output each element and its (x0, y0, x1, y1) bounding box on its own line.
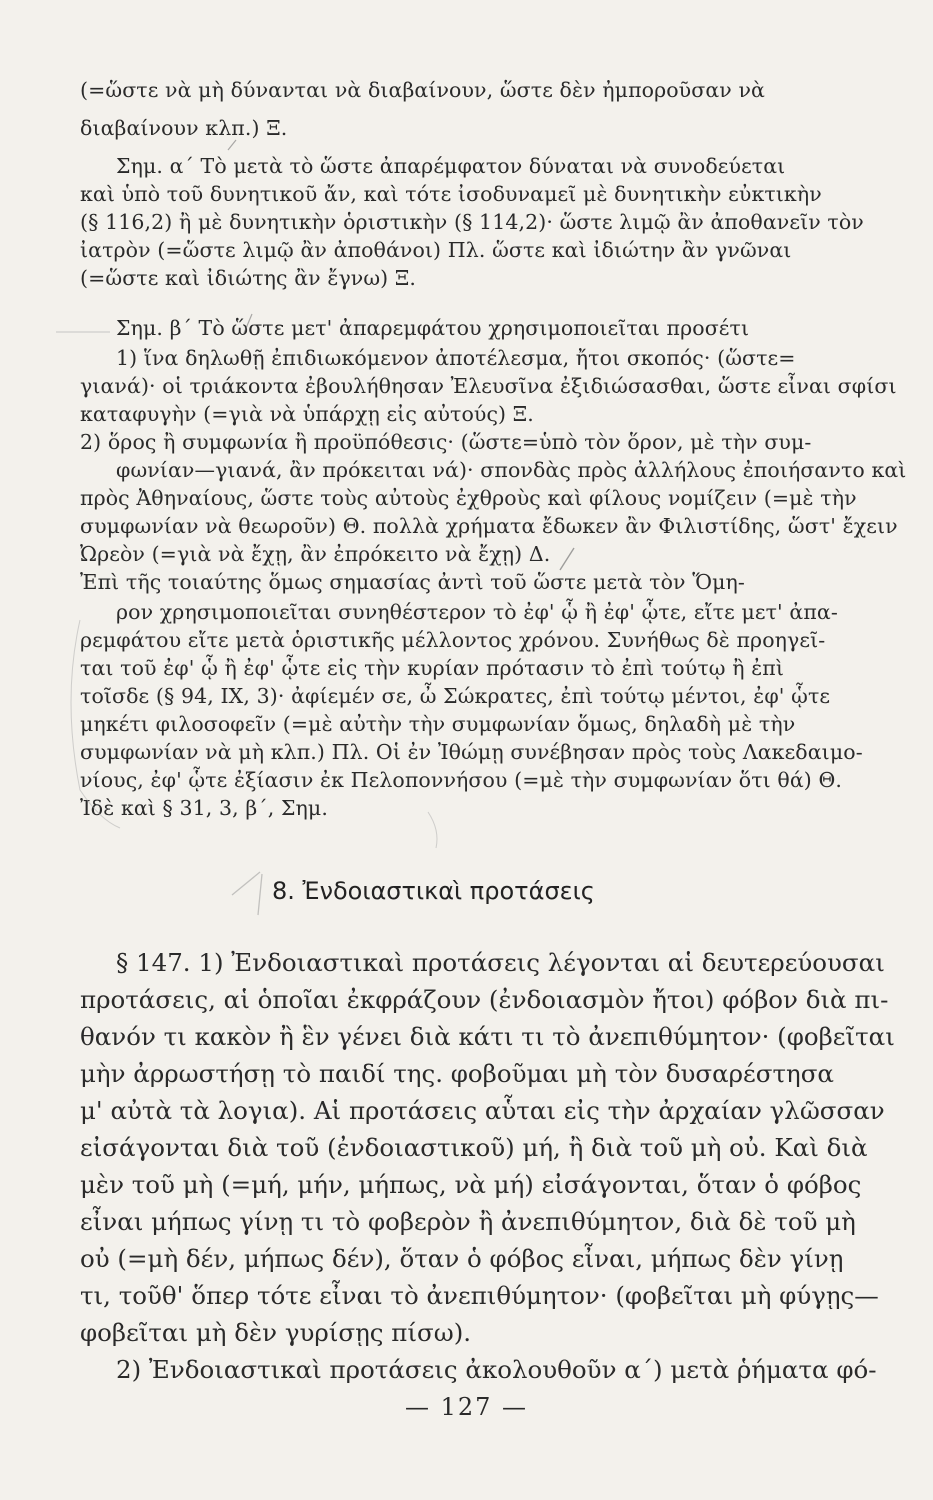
note-b-line: γιανά)· οἱ τριάκοντα ἐβουλήθησαν Ἐλευσῖνα ἐξιδιώσασθαι, ὥστε εἶναι σφίσι (80, 374, 897, 398)
body-line: μὴν ἀρρωστήσῃ τὸ παιδί της. φοβοῦμαι μὴ τὸν δυσαρέστησα (80, 1059, 834, 1088)
text-line: (=ὥστε νὰ μὴ δύνανται νὰ διαβαίνουν, ὥστε δὲν ἠμποροῦσαν νὰ (80, 78, 765, 102)
note-b-line: Ἰδὲ καὶ § 31, 3, β΄, Σημ. (80, 796, 328, 820)
note-b-line: συμφωνίαν νὰ θεωροῦν) Θ. πολλὰ χρήματα ἔδωκεν ἂν Φιλιστίδης, ὥστ' ἔχειν (80, 514, 898, 538)
page-number: — 127 — (404, 1393, 529, 1421)
note-b-line: ρον χρησιμοποιεῖται συνηθέστερον τὸ ἐφ' ᾧ ἢ ἐφ' ᾧτε, εἴτε μετ' ἀπα- (116, 600, 838, 624)
body-line: οὐ (=μὴ δέν, μήπως δέν), ὅταν ὁ φόβος εἶναι, μήπως δὲν γίνῃ (80, 1244, 844, 1273)
note-b-line: νίους, ἐφ' ᾧτε ἐξίασιν ἐκ Πελοποννήσου (=μὲ τὴν συμφωνίαν ὅτι θά) Θ. (80, 768, 843, 792)
note-b-line: μηκέτι φιλοσοφεῖν (=μὲ αὐτὴν τὴν συμφωνίαν ὅμως, δηλαδὴ μὲ τὴν (80, 712, 796, 736)
body-line: μ' αὐτὰ τὰ λογια). Αἱ προτάσεις αὗται εἰς τὴν ἀρχαίαν γλῶσσαν (80, 1096, 885, 1125)
section-heading: 8. Ἐνδοιαστικαὶ προτάσεις (272, 877, 595, 905)
note-a-line: ἰατρὸν (=ὥστε λιμῷ ἂν ἀποθάνοι) Πλ. ὥστε καὶ ἰδιώτην ἂν γνῶναι (80, 238, 792, 262)
note-b-line: Ὠρεὸν (=γιὰ νὰ ἔχῃ, ἂν ἐπρόκειτο νὰ ἔχῃ) Δ. (80, 542, 551, 566)
note-b-line: Σημ. β΄ Τὸ ὥστε μετ' ἀπαρεμφάτου χρησιμοποιεῖται προσέτι (116, 316, 750, 340)
body-line: εἰσάγονται διὰ τοῦ (ἐνδοιαστικοῦ) μή, ἢ διὰ τοῦ μὴ οὐ. Καὶ διὰ (80, 1133, 868, 1162)
note-b-line: 2) ὅρος ἢ συμφωνία ἢ προϋπόθεσις· (ὥστε=ὑπὸ τὸν ὅρον, μὲ τὴν συμ- (80, 430, 812, 454)
note-b-line: πρὸς Ἀθηναίους, ὥστε τοὺς αὐτοὺς ἐχθροὺς καὶ φίλους νομίζειν (=μὲ τὴν (80, 486, 857, 510)
note-b-line: ται τοῦ ἐφ' ᾧ ἢ ἐφ' ᾧτε εἰς τὴν κυρίαν πρότασιν τὸ ἐπὶ τούτῳ ἢ ἐπὶ (80, 656, 784, 680)
note-b-line: συμφωνίαν νὰ μὴ κλπ.) Πλ. Οἱ ἐν Ἰθώμῃ συνέβησαν πρὸς τοὺς Λακεδαιμο- (80, 740, 863, 764)
body-line: θανόν τι κακὸν ἢ ἓν γένει διὰ κάτι τι τὸ ἀνεπιθύμητον· (φοβεῖται (80, 1022, 895, 1051)
note-a-line: (=ὥστε καὶ ἰδιώτης ἂν ἔγνω) Ξ. (80, 266, 417, 290)
body-line: τι, τοῦθ' ὅπερ τότε εἶναι τὸ ἀνεπιθύμητον· (φοβεῖται μὴ φύγῃς— (80, 1281, 879, 1310)
note-b-line: καταφυγὴν (=γιὰ νὰ ὑπάρχῃ εἰς αὐτούς) Ξ. (80, 402, 534, 426)
body-line: μὲν τοῦ μὴ (=μή, μήν, μήπως, νὰ μή) εἰσάγονται, ὅταν ὁ φόβος (80, 1170, 862, 1199)
note-a-line: καὶ ὑπὸ τοῦ δυνητικοῦ ἄν, καὶ τότε ἰσοδυναμεῖ μὲ δυνητικὴν εὐκτικὴν (80, 182, 822, 206)
note-a-line: (§ 116,2) ἢ μὲ δυνητικὴν ὁριστικὴν (§ 114,2)· ὥστε λιμῷ ἂν ἀποθανεῖν τὸν (80, 210, 864, 234)
body-line: προτάσεις, αἱ ὁποῖαι ἐκφράζουν (ἐνδοιασμὸν ἤτοι) φόβον διὰ πι- (80, 985, 889, 1014)
note-b-line: φωνίαν—γιανά, ἂν πρόκειται νά)· σπονδὰς πρὸς ἀλλήλους ἐποιήσαντο καὶ (116, 458, 907, 482)
note-b-line: τοῖσδε (§ 94, IX, 3)· ἀφίεμέν σε, ὦ Σώκρατες, ἐπὶ τούτῳ μέντοι, ἐφ' ᾧτε (80, 684, 831, 708)
note-b-line: ρεμφάτου εἴτε μετὰ ὁριστικῆς μέλλοντος χρόνου. Συνήθως δὲ προηγεῖ- (80, 628, 826, 652)
text-line: διαβαίνουν κλπ.) Ξ. (80, 116, 288, 140)
note-b-line: 1) ἵνα δηλωθῇ ἐπιδιωκόμενον ἀποτέλεσμα, ἤτοι σκοπός· (ὥστε= (116, 346, 796, 370)
body-line: εἶναι μήπως γίνῃ τι τὸ φοβερὸν ἢ ἀνεπιθύμητον, διὰ δὲ τοῦ μὴ (80, 1207, 856, 1236)
body-line: § 147. 1) Ἐνδοιαστικαὶ προτάσεις λέγονται αἱ δευτερεύουσαι (116, 948, 885, 977)
body-line: 2) Ἐνδοιαστικαὶ προτάσεις ἀκολουθοῦν α΄) μετὰ ῥήματα φό- (116, 1355, 877, 1384)
note-a-line: Σημ. α΄ Τὸ μετὰ τὸ ὥστε ἀπαρέμφατον δύναται νὰ συνοδεύεται (116, 154, 786, 178)
note-b-line: Ἐπὶ τῆς τοιαύτης ὅμως σημασίας ἀντὶ τοῦ ὥστε μετὰ τὸν Ὅμη- (80, 570, 745, 594)
body-line: φοβεῖται μὴ δὲν γυρίσῃς πίσω). (80, 1318, 472, 1347)
